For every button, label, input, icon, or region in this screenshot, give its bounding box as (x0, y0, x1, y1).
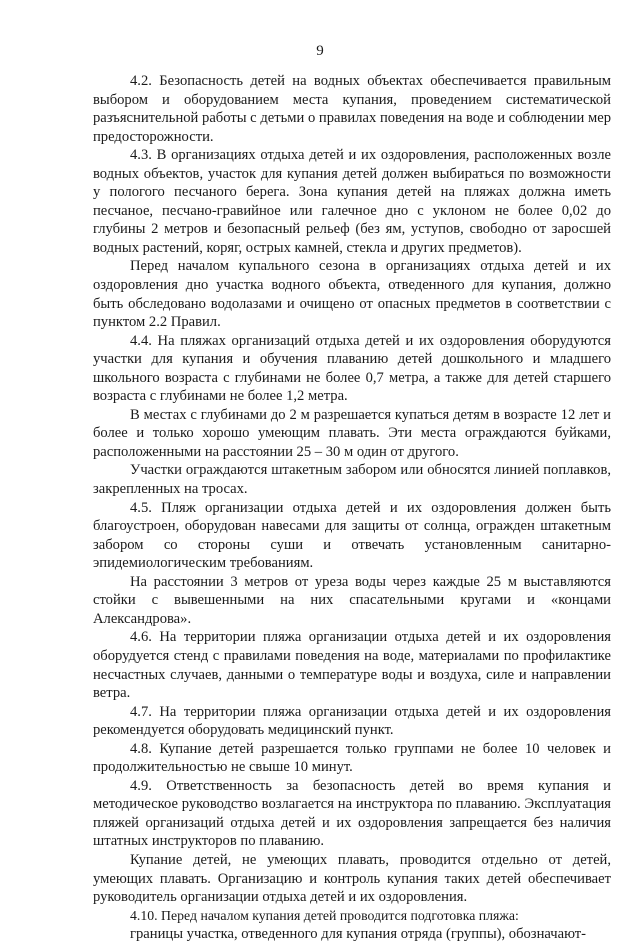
paragraph-non-swimmers: Купание детей, не умеющих плавать, проводится отдельно от детей, умеющих плавать. Организацию и контроль купания таких детей обеспечивает руководитель организации отдыха детей и их оздоровления. (93, 851, 611, 906)
paragraph-4-8: 4.8. Купание детей разрешается только группами не более 10 человек и продолжительностью не свыше 10 минут. (93, 740, 611, 776)
paragraph-4-6: 4.6. На территории пляжа организации отдыха детей и их оздоровления оборудуется стенд с правилами поведения на воде, материалами по профилактике несчастных случаев, данными о температуре воды и воздуха, силе и направлении ветра. (93, 629, 611, 702)
paragraph-depth-2m: В местах с глубинами до 2 м разрешается купаться детям в возрасте 12 лет и более и только хорошо умеющим плавать. Эти места ограждаются буйками, расположенными на расстоянии 25 – 30 м один от другого. (93, 406, 611, 460)
page-number: 9 (316, 43, 324, 59)
document-body (93, 72, 611, 944)
paragraph-lifebuoys: На расстоянии 3 метров от уреза воды через каждые 25 м выставляются стойки с вывешенными на них спасательными кругами и «концами Александрова». (93, 573, 611, 627)
paragraph-4-9: 4.9. Ответственность за безопасность детей во время купания и методическое руководство возлагается на инструктора по плаванию. Эксплуатация пляжей организаций отдыха детей и их оздоровления запрещается без наличия штатных инструкторов по плаванию. (93, 777, 611, 850)
paragraph-4-7: 4.7. На территории пляжа организации отдыха детей и их оздоровления рекомендуется оборудовать медицинский пункт. (93, 703, 611, 739)
paragraph-season-inspection: Перед началом купального сезона в организациях отдыха детей и их оздоровления дно участка водного объекта, отведенного для купания, должно быть обследовано водолазами и очищено от опасных предметов в соответствии с пунктом 2.2 Правил. (93, 258, 611, 331)
paragraph-4-5: 4.5. Пляж организации отдыха детей и их оздоровления должен быть благоустроен, оборудован навесами для защиты от солнца, огражден штакетным забором со стороны суши и отвечать установленным санитарно-эпидемиологическим требованиям. (93, 499, 611, 572)
paragraph-4-4: 4.4. На пляжах организаций отдыха детей и их оздоровления оборудуются участки для купания и обучения плаванию детей дошкольного и младшего школьного возраста с глубинами не более 0,7 метра, а также для детей старшего возраста с глубинами не более 1,2 метра. (93, 332, 611, 405)
paragraph-boundaries: границы участка, отведенного для купания отряда (группы), обозначают- (130, 926, 587, 943)
paragraph-4-2: 4.2. Безопасность детей на водных объектах обеспечивается правильным выбором и оборудованием места купания, проведением систематической разъяснительной работы с детьми о правилах поведения на воде и соблюдении мер предосторожности. (93, 73, 611, 145)
paragraph-4-10: 4.10. Перед началом купания детей проводится подготовка пляжа: (130, 907, 519, 923)
paragraph-fencing: Участки ограждаются штакетным забором или обносятся линией поплавков, закрепленных на тросах. (93, 462, 611, 498)
paragraph-4-3: 4.3. В организациях отдыха детей и их оздоровления, расположенных возле водных объектов, участок для купания детей должен выбираться по возможности у пологого песчаного берега. Зона купания детей на пляжах должна иметь песчаное, песчано-гравийное или галечное дно с уклоном не более 0,02 до глубины 2 метров и безопасный рельеф (без ям, уступов, свободно от заросшей водных растений, коряг, острых камней, стекла и других предметов). (93, 147, 611, 256)
